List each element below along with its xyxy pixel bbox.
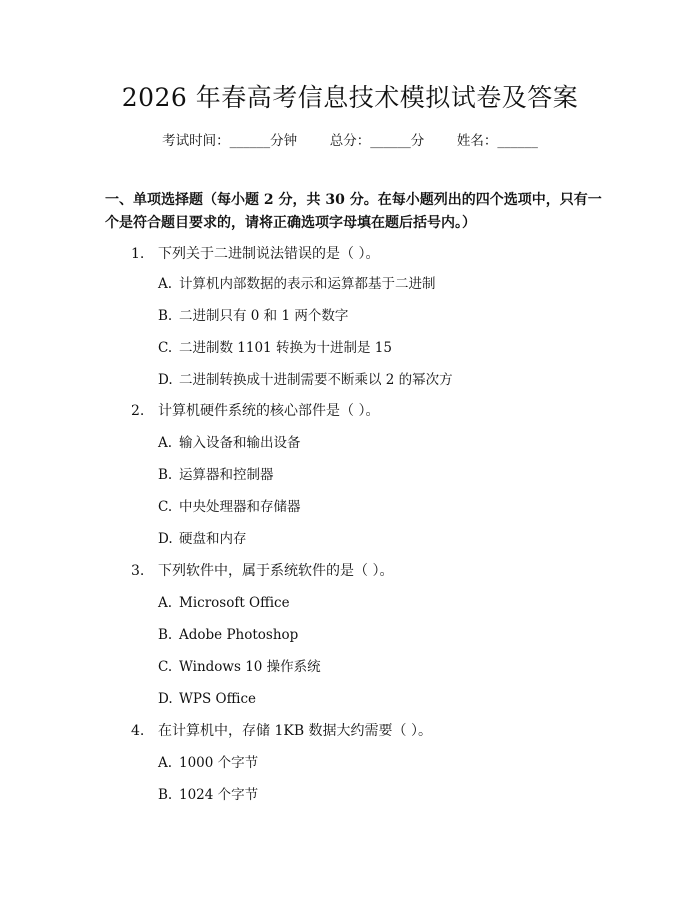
- option-letter: D.: [158, 372, 173, 388]
- option-3c: [158, 657, 321, 677]
- option-text: 1024 个字节: [179, 787, 259, 803]
- option-2d: [158, 529, 247, 549]
- option-4b: [158, 785, 258, 805]
- name-field: 姓名：______: [456, 133, 538, 149]
- option-text: Adobe Photoshop: [179, 627, 299, 643]
- option-letter: B.: [158, 467, 173, 483]
- option-text: WPS Office: [179, 691, 257, 707]
- option-letter: D.: [158, 531, 173, 547]
- option-text: Microsoft Office: [179, 595, 290, 611]
- option-letter: A.: [158, 276, 173, 292]
- option-text: Windows 10 操作系统: [179, 659, 321, 675]
- option-letter: C.: [158, 659, 173, 675]
- total-score-field: 总分：______分: [329, 133, 425, 149]
- option-text: 二进制只有 0 和 1 两个数字: [179, 308, 349, 324]
- question-3: [131, 561, 393, 581]
- exam-time-field: 考试时间：______分钟: [162, 133, 298, 149]
- option-text: 计算机内部数据的表示和运算都基于二进制: [179, 276, 436, 292]
- option-letter: C.: [158, 499, 173, 515]
- question-text: 在计算机中，存储 1KB 数据大约需要（ ）。: [158, 723, 433, 739]
- option-1c: [158, 338, 392, 358]
- question-number: 1.: [131, 246, 145, 262]
- option-3a: [158, 593, 290, 613]
- question-number: 4.: [131, 723, 145, 739]
- question-4: [131, 721, 432, 741]
- option-letter: D.: [158, 691, 173, 707]
- option-1b: [158, 306, 348, 326]
- option-text: 二进制数 1101 转换为十进制是 15: [179, 340, 392, 356]
- exam-meta: [0, 131, 700, 151]
- option-text: 1000 个字节: [179, 755, 259, 771]
- option-1d: [158, 370, 453, 390]
- option-3b: [158, 625, 298, 645]
- option-letter: A.: [158, 755, 173, 771]
- option-letter: A.: [158, 595, 173, 611]
- question-text: 下列关于二进制说法错误的是（ ）。: [158, 246, 380, 262]
- option-letter: B.: [158, 787, 173, 803]
- option-2b: [158, 465, 274, 485]
- option-2a: [158, 433, 301, 453]
- option-4a: [158, 753, 258, 773]
- option-2c: [158, 497, 301, 517]
- question-1: [131, 244, 379, 264]
- option-3d: [158, 689, 256, 709]
- option-text: 输入设备和输出设备: [179, 435, 301, 451]
- section-heading: 一、单项选择题（每小题 2 分，共 30 分。在每小题列出的四个选项中，只有一个是符合题目要求的，请将正确选项字母填在题后括号内。）: [105, 192, 602, 231]
- question-text: 计算机硬件系统的核心部件是（ ）。: [158, 403, 380, 419]
- question-number: 2.: [131, 403, 145, 419]
- option-letter: B.: [158, 627, 173, 643]
- question-text: 下列软件中，属于系统软件的是（ ）。: [158, 563, 394, 579]
- option-1a: [158, 274, 436, 294]
- option-letter: B.: [158, 308, 173, 324]
- option-text: 二进制转换成十进制需要不断乘以 2 的幂次方: [179, 372, 453, 388]
- question-number: 3.: [131, 563, 145, 579]
- option-text: 中央处理器和存储器: [179, 499, 301, 515]
- option-text: 运算器和控制器: [179, 467, 274, 483]
- option-letter: A.: [158, 435, 173, 451]
- option-text: 硬盘和内存: [179, 531, 247, 547]
- question-2: [131, 401, 379, 421]
- option-letter: C.: [158, 340, 173, 356]
- page-title: 2026 年春高考信息技术模拟试卷及答案: [121, 83, 579, 112]
